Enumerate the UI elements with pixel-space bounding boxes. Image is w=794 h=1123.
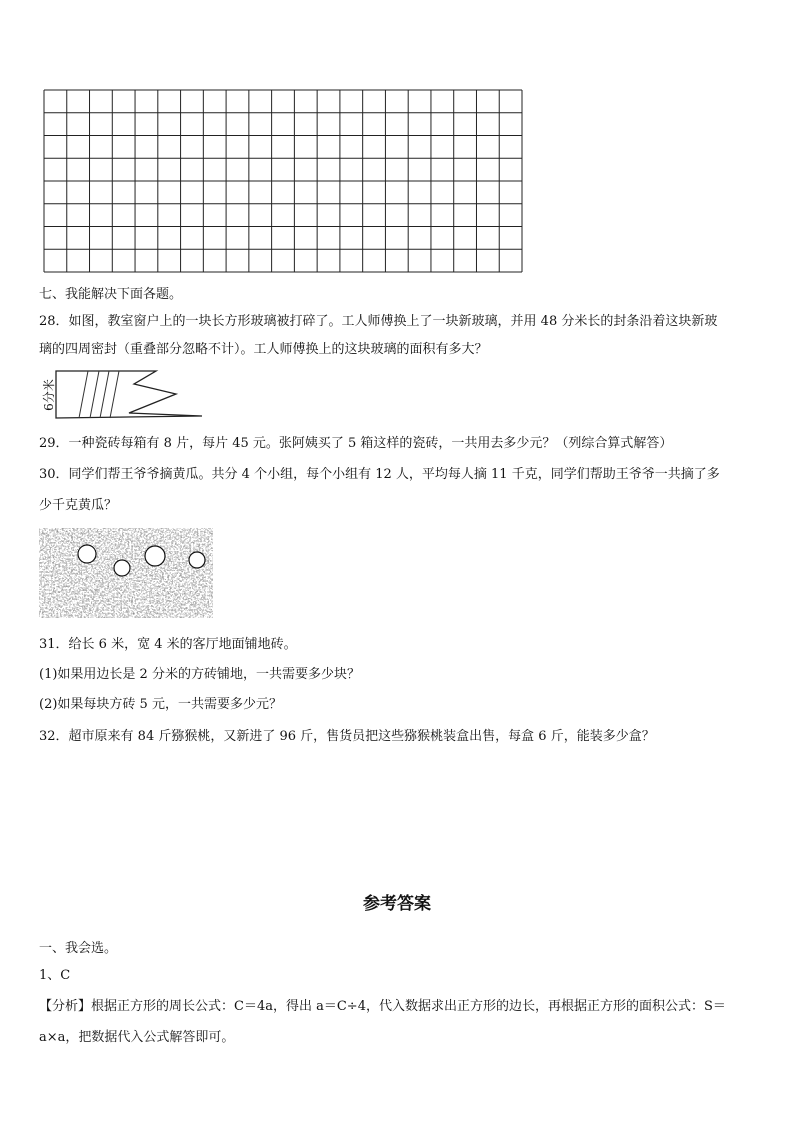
q31-sub2: (2)如果每块方砖 5 元，一共需要多少元？ <box>39 697 282 712</box>
glass-outline <box>56 371 202 418</box>
q32-line1: 32．超市原来有 84 斤猕猴桃，又新进了 96 斤，售货员把这些猕猴桃装盒出售，每盒 6 斤，能装多少盒？ <box>39 729 655 744</box>
q28-line2: 璃的四周密封（重叠部分忽略不计）。工人师傅换上的这块玻璃的面积有多大？ <box>39 342 488 357</box>
q28-line1: 28．如图，教室窗户上的一块长方形玻璃被打碎了。工人师傅换上了一块新玻璃，并用 48 分米长的封条沿着这块新玻 <box>39 314 718 329</box>
answers-section1: 一、我会选。 <box>39 941 118 956</box>
cucumber-picking-illustration <box>37 526 215 620</box>
q30-line2: 少千克黄瓜？ <box>39 498 118 513</box>
q29-line1: 29．一种瓷砖每箱有 8 片，每片 45 元。张阿姨买了 5 箱这样的瓷砖，一共用去多少元？（列综合算式解答） <box>39 436 673 451</box>
answer-item1: 1、C <box>39 968 71 983</box>
analysis-line1: 【分析】根据正方形的周长公式：C＝4a，得出 a＝C÷4，代入数据求出正方形的边长，再根据正方形的面积公式：S＝ <box>39 999 726 1014</box>
answers-title: 参考答案 <box>363 894 431 914</box>
section-heading: 七、我能解决下面各题。 <box>39 287 183 302</box>
q31-line1: 31．给长 6 米，宽 4 米的客厅地面铺地砖。 <box>39 637 297 652</box>
grid-paper <box>43 89 523 273</box>
q30-line1: 30．同学们帮王爷爷摘黄瓜。共分 4 个小组，每个小组有 12 人，平均每人摘 11 千克，同学们帮助王爷爷一共摘了多 <box>39 467 720 482</box>
figure-width-label: 6分米 <box>42 379 56 411</box>
broken-glass-figure <box>34 368 204 424</box>
analysis-line2: a×a，把数据代入公式解答即可。 <box>39 1030 235 1045</box>
q31-sub1: (1)如果用边长是 2 分米的方砖铺地，一共需要多少块？ <box>39 667 360 682</box>
